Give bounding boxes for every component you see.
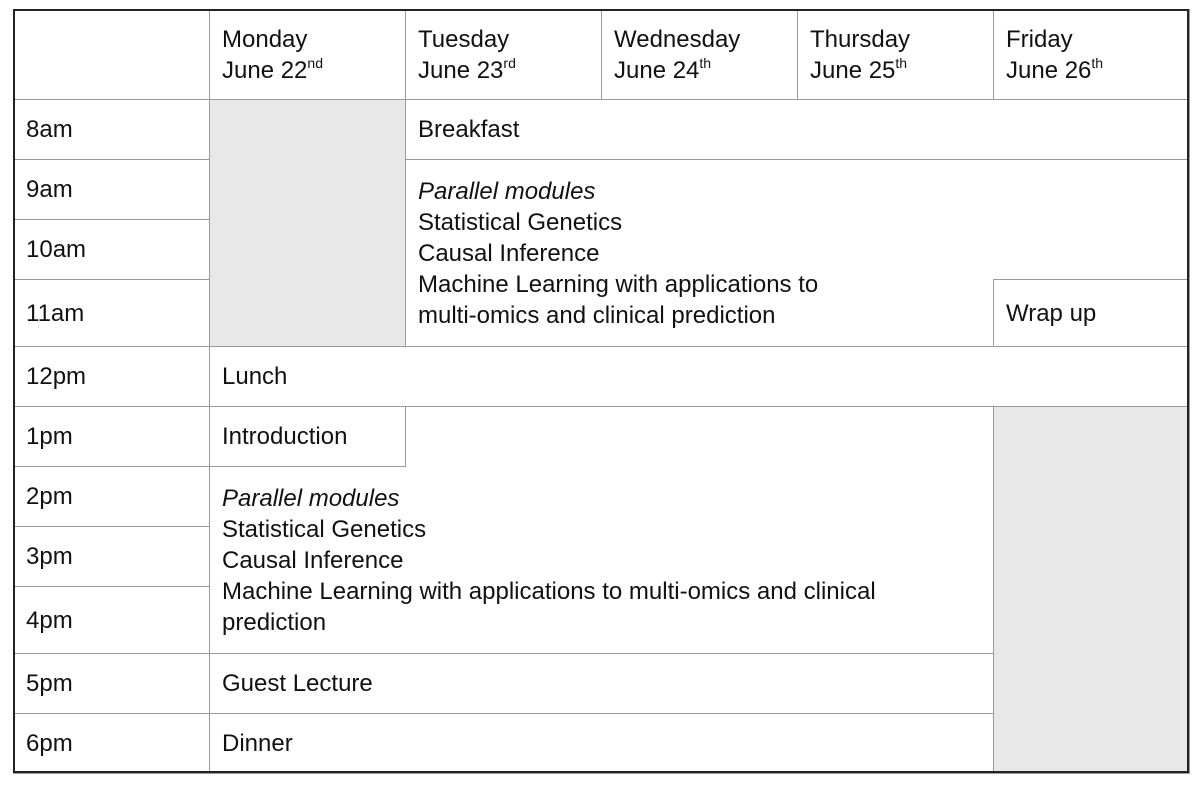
time-label: 3pm	[14, 527, 210, 587]
friday-modules-continuation	[994, 160, 1190, 280]
row-9am	[14, 160, 1190, 220]
day-name: Tuesday	[418, 26, 510, 53]
time-label: 1pm	[14, 407, 210, 467]
row-12pm	[14, 347, 1190, 407]
day-name: Friday	[1006, 26, 1073, 53]
module-causal-inference: Causal Inference	[418, 239, 600, 267]
time-label: 4pm	[14, 587, 210, 654]
lunch-cell: Lunch	[210, 347, 1190, 407]
module-machine-learning: Machine Learning with applications to	[418, 270, 819, 298]
time-label: 8am	[14, 100, 210, 160]
afternoon-modules-cell	[210, 467, 994, 654]
day-date: June 22nd	[222, 55, 323, 84]
time-label: 11am	[14, 280, 210, 347]
breakfast-cell: Breakfast	[406, 100, 1190, 160]
modules-heading: Parallel modules	[222, 484, 400, 512]
day-header-friday	[994, 10, 1190, 100]
time-label: 5pm	[14, 654, 210, 714]
module-machine-learning-cont: prediction	[222, 608, 327, 636]
wrap-up-cell: Wrap up	[994, 280, 1190, 347]
module-causal-inference: Causal Inference	[222, 546, 404, 574]
row-1pm	[14, 407, 1190, 467]
day-date: June 24th	[614, 55, 712, 84]
afternoon-blank	[406, 407, 994, 467]
day-date: June 26th	[1006, 55, 1104, 84]
module-machine-learning: Machine Learning with applications to multi-omics and clinical	[222, 577, 876, 605]
morning-modules-cell	[406, 160, 994, 347]
row-8am	[14, 100, 1190, 160]
time-label: 6pm	[14, 714, 210, 774]
day-date: June 23rd	[418, 55, 516, 84]
day-name: Wednesday	[614, 26, 741, 53]
time-label: 10am	[14, 220, 210, 280]
guest-lecture-cell: Guest Lecture	[210, 654, 994, 714]
day-header-wednesday	[602, 10, 798, 100]
dinner-cell: Dinner	[210, 714, 994, 774]
schedule-table	[13, 9, 1190, 774]
module-machine-learning-cont: multi-omics and clinical prediction	[418, 301, 776, 329]
module-statistical-genetics: Statistical Genetics	[222, 515, 427, 543]
module-statistical-genetics: Statistical Genetics	[418, 208, 623, 236]
day-header-tuesday	[406, 10, 602, 100]
corner-cell	[14, 10, 210, 100]
introduction-cell: Introduction	[210, 407, 406, 467]
day-header-monday	[210, 10, 406, 100]
modules-heading: Parallel modules	[418, 177, 596, 205]
day-name: Monday	[222, 26, 308, 53]
day-date: June 25th	[810, 55, 908, 84]
day-header-thursday	[798, 10, 994, 100]
time-label: 12pm	[14, 347, 210, 407]
time-label: 2pm	[14, 467, 210, 527]
friday-afternoon-unavailable	[994, 407, 1190, 774]
monday-morning-unavailable	[210, 100, 406, 347]
day-name: Thursday	[810, 26, 911, 53]
time-label: 9am	[14, 160, 210, 220]
header-row	[14, 10, 1190, 100]
